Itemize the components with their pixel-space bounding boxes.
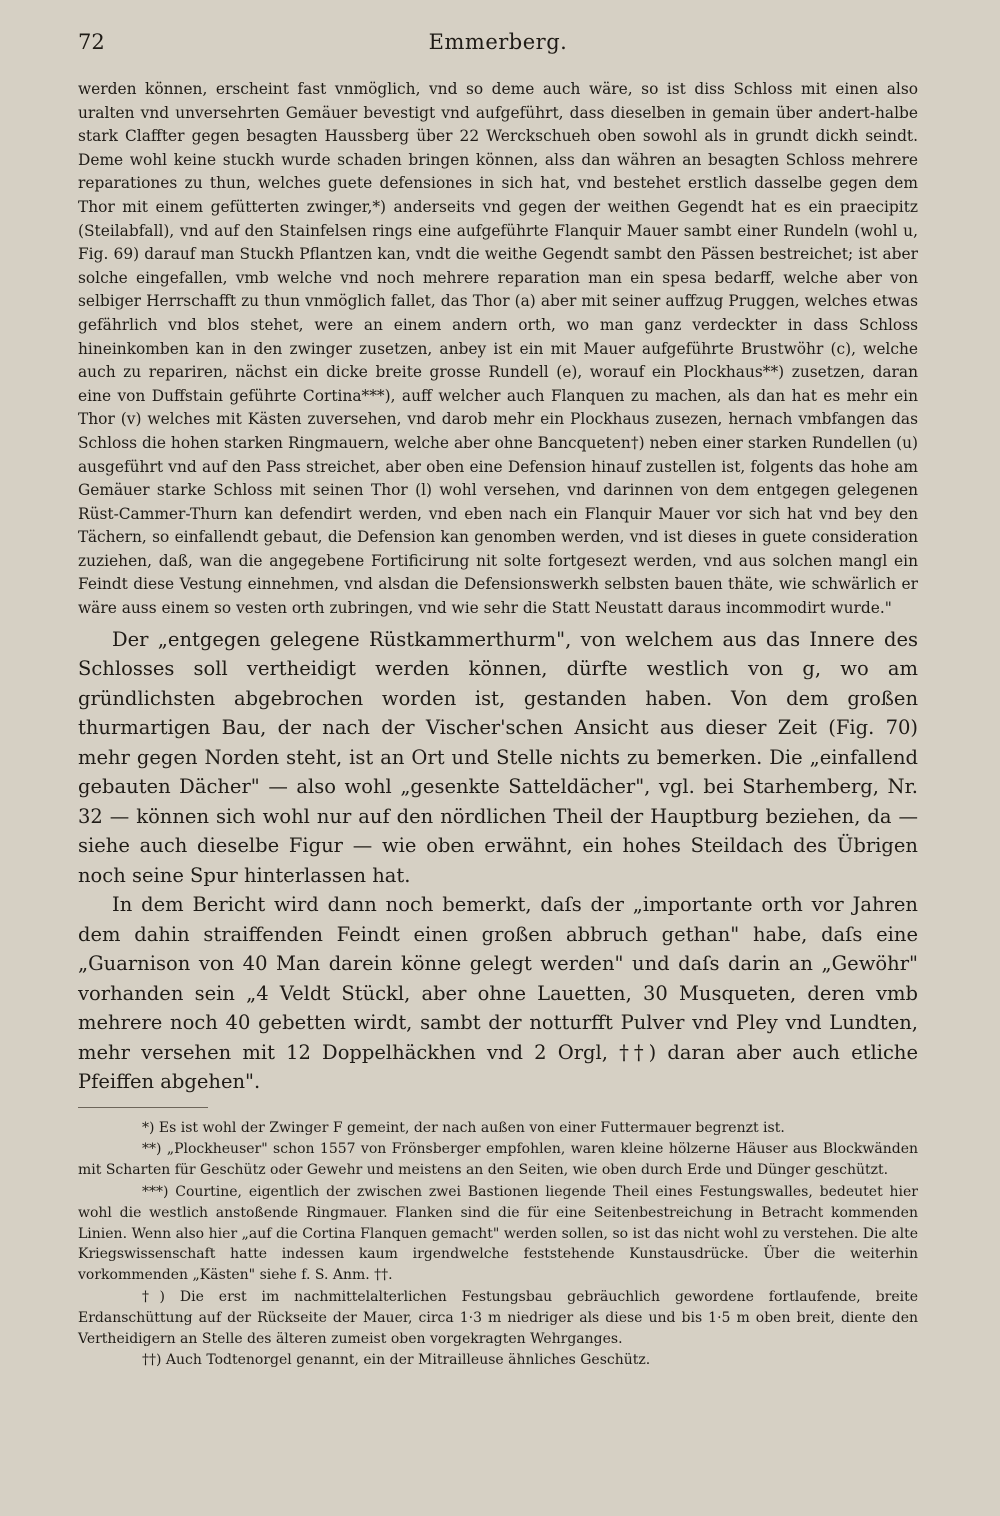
footnote-3: ***) Courtine, eigentlich der zwischen zwei Bastionen liegende Theil eines Festungswalles, bedeutet hier wohl die westlich anstoßende Ringmauer. Flanken sind die für eine Seitenbestreichung in Betracht kommenden Linien. Wenn also hier „auf die Cortina Flanquen gemacht" werden sollen, so ist das nicht wohl zu verstehen. Die alte Kriegswissenschaft hatte indessen kaum irgendwelche feststehende Kunstausdrücke. Über die weiterhin vorkommenden „Kästen" siehe f. S. Anm. ††. — [78, 1184, 918, 1284]
footnote-4: †) Die erst im nachmittelalterlichen Festungsbau gebräuchlich gewordene fortlaufende, breite Erdanschüttung auf der Rückseite der Mauer, circa 1·3 m niedriger als diese und bis 1·5 m oben breit, diente den Vertheidigern an Stelle des älteren zumeist oben vorgekragten Wehrganges. — [78, 1289, 918, 1347]
footnote-2: **) „Plockheuser" schon 1557 von Frönsberger empfohlen, waren kleine hölzerne Häuser aus Blockwänden mit Scharten für Geschütz oder Gewehr und meistens an den Seiten, wie oben durch Erde und Dünger geschützt. — [78, 1141, 918, 1179]
footnote-divider — [78, 1107, 208, 1108]
page-header — [78, 30, 918, 64]
running-title: Emmerberg. — [428, 30, 568, 54]
body-paragraph-2: In dem Bericht wird dann noch bemerkt, daſs der „importante orth vor Jahren dem dahin straiffenden Feindt einen großen abbruch gethan" habe, daſs eine „Guarnison von 40 Man darein könne gelegt werden" und daſs darin an „Gewöhr" vorhanden sein „4 Veldt Stückl, aber ohne Lauetten, 30 Musqueten, deren vmb mehrere noch 40 gebetten wirdt, sambt der notturfft Pulver vnd Pley vnd Lundten, mehr versehen mit 12 Doppelhäckhen vnd 2 Orgl, ††) daran aber auch etliche Pfeiffen abgehen". — [78, 893, 918, 1094]
footnote-1: *) Es ist wohl der Zwinger F gemeint, der nach außen von einer Futtermauer begrenzt ist. — [142, 1119, 785, 1136]
quoted-report-text: werden können, erscheint fast vnmöglich, vnd so deme auch wäre, so ist diss Schloss mit einen also uralten vnd unversehrten Gemäuer bevestigt vnd aufgeführt, dass dieselben in gemain über andert-halbe stark Claffter gegen besagten Haussberg über 22 Werckschueh oben sowohl als in grundt dickh seindt. Deme wohl keine stuckh wurde schaden bringen können, alss dan währen an besagten Schloss mehrere reparationes zu thun, welches guete defensiones in sich hat, vnd bestehet erstlich dasselbe gegen dem Thor mit einem gefütterten zwinger,*) anderseits vnd gegen der weithen Gegendt hat es ein praecipitz (Steilabfall), vnd auf den Stainfelsen rings eine aufgeführte Flanquir Mauer sambt einer Rundeln (wohl u, Fig. 69) darauf man Stuckh Pflantzen kan, vndt die weithe Gegendt sambt den Pässen bestreichet; ist aber solche eingefallen, vmb welche vnd noch mehrere reparation man ein spesa bedarff, welche aber von selbiger Herrschafft zu thun vnmöglich fallet, das Thor (a) aber mit seiner auffzug Pruggen, welches etwas gefährlich vnd blos stehet, were an einem andern orth, wo man ganz verdeckter in dass Schloss hineinkomben kan in den zwinger zusetzen, anbey ist ein mit Mauer aufgeführte Brustwöhr (c), welche auch zu repariren, nächst ein dicke breite grosse Rundell (e), worauf ein Plockhaus**) zusetzen, daran eine von Duffstain geführte Cortina***), auff welcher auch Flanquen zu machen, als dan hat es mehr ein Thor (v) welches mit Kästen zuversehen, vnd darob mehr ein Plockhaus zusezen, hernach vmbfangen das Schloss die hohen starken Ringmauern, welche aber ohne Bancqueten†) neben einer starken Rundellen (u) ausgeführt vnd auf den Pass streichet, aber oben eine Defension hinauf zustellen ist, folgents das hohe am Gemäuer starke Schloss mit seinen Thor (l) wohl versehen, vnd darinnen von dem entgegen gelegenen Rüst-Cammer-Thurn kan defendirt werden, vnd eben nach ein Flanquir Mauer vor sich hat vnd bey den Tächern, so einfallendt gebaut, die Defension kan genomben werden, vnd ist dieses in guete consideration zuziehen, daß, wan die angegebene Fortificirung nit solte fortgesezt werden, vnd aus solchen mangl ein Feindt diese Vestung einnehmen, vnd alsdan die Defensionswerkh selbsten bauen thäte, wie schwärlich er wäre auss einem so vesten orth zubringen, vnd wie sehr die Statt Neustatt daraus incommodirt wurde." — [78, 80, 918, 618]
body-paragraph-1: Der „entgegen gelegene Rüstkammerthurm", von welchem aus das Innere des Schlosses soll vertheidigt werden können, dürfte westlich von g, wo am gründlichsten abgebrochen worden ist, gestanden haben. Von dem großen thurmartigen Bau, der nach der Vischer'schen Ansicht aus dieser Zeit (Fig. 70) mehr gegen Norden steht, ist an Ort und Stelle nichts zu bemerken. Die „einfallend gebauten Dächer" — also wohl „gesenkte Satteldächer", vgl. bei Starhemberg, Nr. 32 — können sich wohl nur auf den nördlichen Theil der Hauptburg beziehen, da — siehe auch dieselbe Figur — wie oben erwähnt, ein hohes Steildach des Übrigen noch seine Spur hinterlassen hat. — [78, 627, 918, 887]
footnote-5: ††) Auch Todtenorgel genannt, ein der Mitrailleuse ähnliches Geschütz. — [142, 1352, 651, 1369]
page-number: 72 — [78, 30, 105, 54]
